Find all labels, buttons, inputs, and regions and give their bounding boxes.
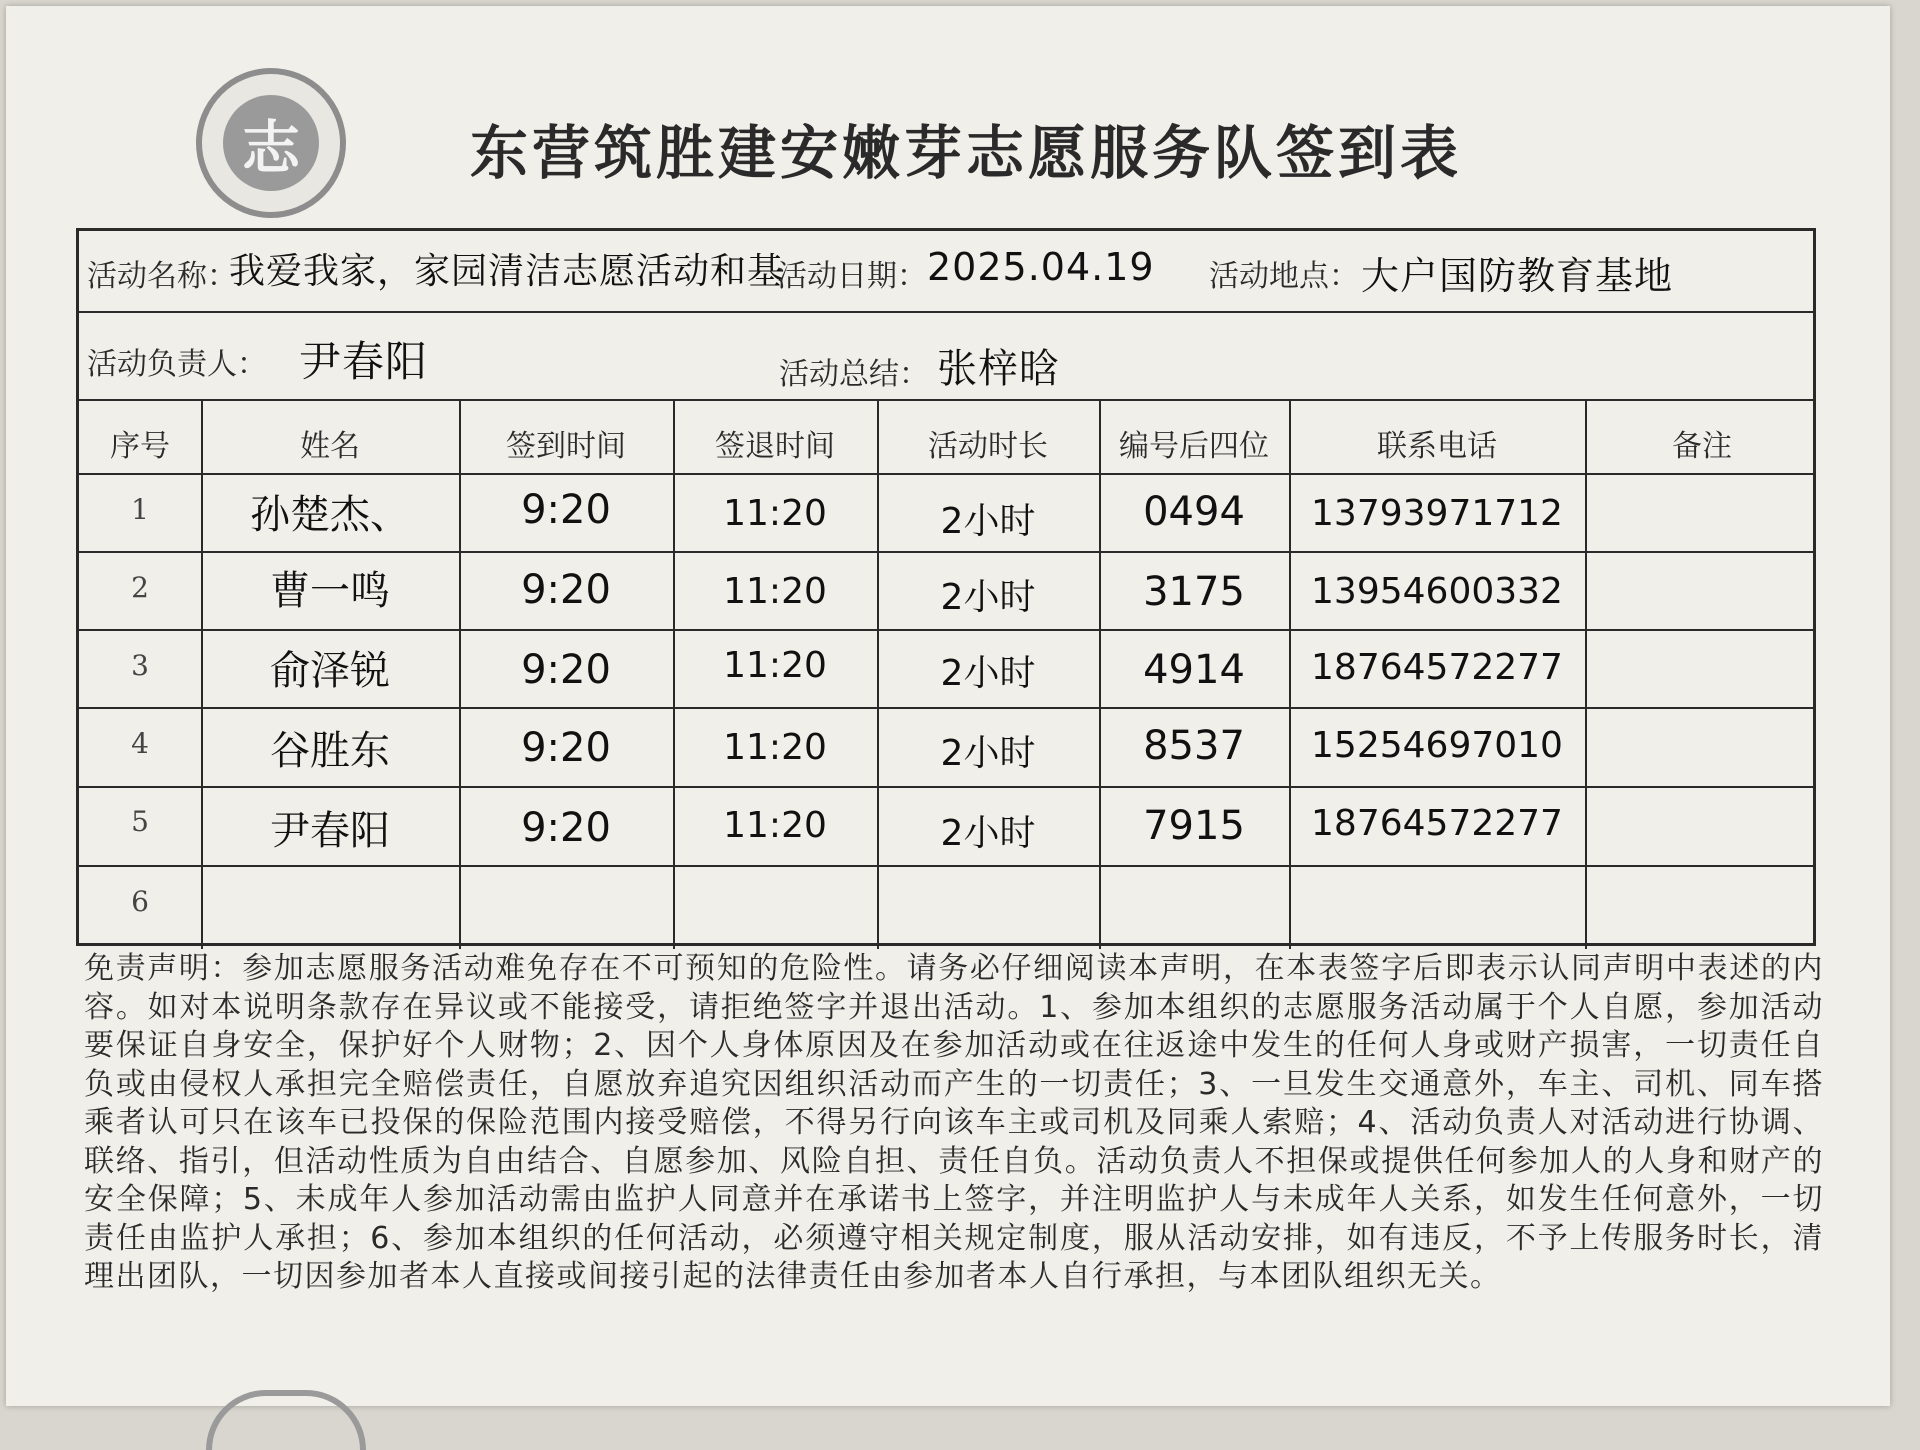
column-divider [1585,399,1587,949]
table-row-checkout: 11:20 [723,805,827,846]
table-row-name: 孙楚杰、 [250,492,410,538]
table-row-checkout: 11:20 [723,571,827,612]
table-row-phone: 13954600332 [1311,571,1563,612]
table-row-code: 8537 [1143,723,1245,769]
table-row-phone: 18764572277 [1311,803,1563,844]
table-row-checkin: 9:20 [521,647,611,693]
table-row-duration: 2小时 [940,653,1036,694]
table-row-checkin: 9:20 [521,725,611,771]
table-row-duration: 2小时 [940,501,1036,542]
seal-emblem: 志 [223,95,319,191]
activity-name-label: 活动名称： [87,259,237,294]
header-phone: 联系电话 [1377,429,1497,464]
table-row-duration: 2小时 [940,577,1036,618]
disclaimer-text: 免责声明：参加志愿服务活动难免存在不可预知的危险性。请务必仔细阅读本声明，在本表签字后即表示认同声明中表述的内容。如对本说明条款存在异议或不能接受，请拒绝签字并退出活动。1、参加本组织的志愿服务活动属于个人自愿，参加活动要保证自身安全，保护好个人财物；2、因个人身体原因及在参加活动或在往返途中发生的任何人身或财产损害，一切责任自负或由侵权人承担完全赔偿责任，自愿放弃追究因组织活动而产生的一切责任；3、一旦发生交通意外，车主、司机、同车搭乘者认可只在该车已投保的保险范围内接受赔偿，不得另行向该车主或司机及同乘人索赔；4、活动负责人对活动进行协调、联络、指引，但活动性质为自由结合、自愿参加、风险自担、责任自负。活动负责人不担保或提供任何参加人的人身和财产的安全保障；5、未成年人参加活动需由监护人同意并在承诺书上签字，并注明监护人与未成年人关系，如发生任何意外，一切责任由监护人承担；6、参加本组织的任何活动，必须遵守相关规定制度，服从活动安排，如有违反，不予上传服务时长，清理出团队，一切因参加者本人直接或间接引起的法律责任由参加者本人自行承担，与本团队组织无关。 [84,951,1824,1294]
table-row-code: 0494 [1143,489,1245,535]
table-row-seq: 1 [131,493,149,526]
table-row-name: 谷胜东 [270,728,390,774]
header-checkout: 签退时间 [715,429,835,464]
partial-seal-bottom [206,1390,366,1450]
table-row-phone: 18764572277 [1311,647,1563,688]
table-row-phone: 15254697010 [1311,725,1563,766]
header-seq: 序号 [110,429,170,464]
table-row-checkout: 11:20 [723,493,827,534]
sign-in-form [76,228,1816,946]
table-row-phone: 13793971712 [1311,493,1563,534]
leader-value: 尹春阳 [299,337,429,386]
page-title: 东营筑胜建安嫩芽志愿服务队签到表 [469,119,1462,187]
row-divider [79,311,1813,313]
row-divider [79,473,1813,475]
table-row-seq: 5 [131,805,149,838]
row-divider [79,865,1813,867]
row-divider [79,707,1813,709]
table-row-seq: 4 [131,727,149,760]
summary-label: 活动总结： [779,357,929,392]
table-row-name: 曹一鸣 [270,568,390,614]
header-checkin: 签到时间 [506,429,626,464]
sign-in-sheet [6,6,1890,1406]
activity-name-value: 我爱我家，家园清洁志愿活动和基 [229,251,785,292]
header-name: 姓名 [300,429,360,464]
leader-label: 活动负责人： [87,347,267,382]
table-row-code: 7915 [1143,803,1245,849]
row-divider [79,551,1813,553]
row-divider [79,629,1813,631]
row-divider [79,399,1813,401]
table-row-code: 3175 [1143,569,1245,615]
table-row-code: 4914 [1143,647,1245,693]
table-row-seq: 6 [131,885,149,918]
table-row-checkin: 9:20 [521,805,611,851]
table-row-checkin: 9:20 [521,487,611,533]
table-row-checkout: 11:20 [723,727,827,768]
table-row-seq: 3 [131,649,149,682]
summary-value: 张梓晗 [937,346,1060,392]
table-row-checkout: 11:20 [723,645,827,686]
header-duration: 活动时长 [928,429,1048,464]
table-row-checkin: 9:20 [521,567,611,613]
table-row-duration: 2小时 [940,733,1036,774]
activity-location-label: 活动地点： [1209,259,1359,294]
table-row-seq: 2 [131,571,149,604]
table-row-name: 俞泽锐 [270,648,390,694]
row-divider [79,786,1813,788]
activity-location-value: 大户国防教育基地 [1361,254,1674,298]
table-row-name: 尹春阳 [270,808,390,854]
activity-date-label: 活动日期： [777,259,927,294]
header-code: 编号后四位 [1119,429,1269,464]
table-row-duration: 2小时 [940,813,1036,854]
activity-date-value: 2025.04.19 [927,245,1155,289]
header-note: 备注 [1672,429,1732,464]
